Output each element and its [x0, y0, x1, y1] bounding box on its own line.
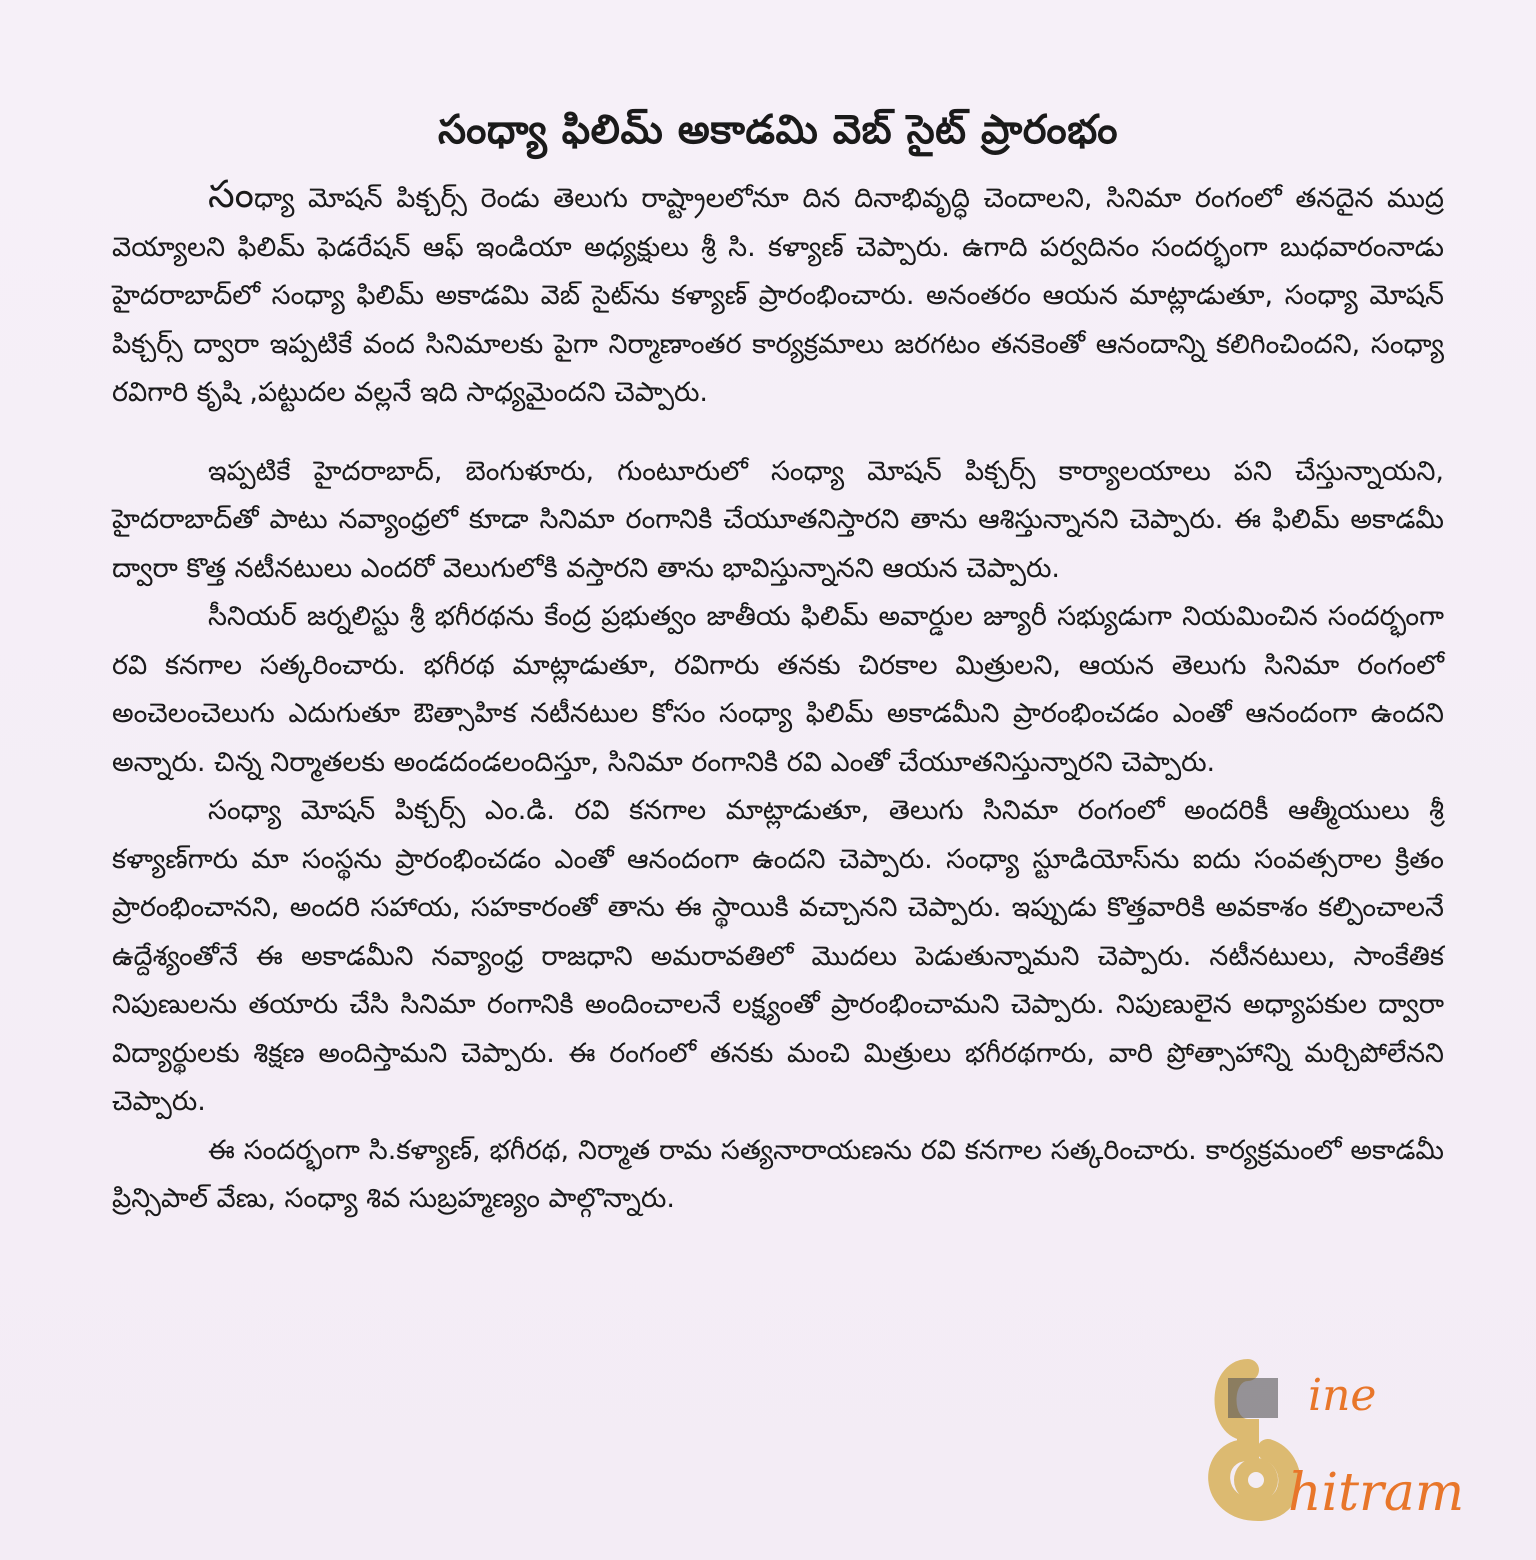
watermark-line-1: ine [1308, 1370, 1377, 1421]
document-title: సంధ్యా ఫిలిమ్ అకాడమి వెబ్ సైట్ ప్రారంభం [437, 107, 1118, 153]
film-reel-icon [1219, 1370, 1289, 1510]
paragraph-3: సీనియర్ జర్నలిస్టు శ్రీ భగీరథను కేంద్ర ప్రభుత్వం జాతీయ ఫిలిమ్ అవార్డుల జ్యూరీ సభ్యుడుగా నియమించిన సందర్భంగా రవి కనగాల సత్కరించారు. భగీరథ మాట్లాడుతూ, రవిగారు తనకు చిరకాల మిత్రులని, ఆయన తెలుగు సినిమా రంగంలో అంచెలంచెలుగు ఎదుగుతూ ఔత్సాహిక నటీనటుల కోసం సంధ్యా ఫిలిమ్ అకాడమీని ప్రారంభించడం ఎంతో ఆనందంగా ఉందని అన్నారు. చిన్న నిర్మాతలకు అండదండలందిస్తూ, సినిమా రంగానికి రవి ఎంతో చేయూతనిస్తున్నారని చెప్పారు. [112, 601, 1444, 778]
drop-word: సం [208, 172, 254, 216]
paragraph-4: సంధ్యా మోషన్ పిక్చర్స్ ఎం.డి. రవి కనగాల మాట్లాడుతూ, తెలుగు సినిమా రంగంలో అందరికీ ఆత్మీయులు శ్రీ కళ్యాణ్‌గారు మా సంస్థను ప్రారంభించడం ఎంతో ఆనందంగా ఉందని చెప్పారు. సంధ్యా స్టూడియోస్‌ను ఐదు సంవత్సరాల క్రితం ప్రారంభించానని, అందరి సహాయ, సహకారంతో తాను ఈ స్థాయికి వచ్చానని చెప్పారు. ఇప్పుడు కొత్తవారికి అవకాశం కల్పించాలనే ఉద్దేశ్యంతోనే ఈ అకాడమీని నవ్యాంధ్ర రాజధాని అమరావతిలో మొదలు పెడుతున్నామని చెప్పారు. నటీనటులు, సాంకేతిక నిపుణులను తయారు చేసి సినిమా రంగానికి అందించాలనే లక్ష్యంతో ప్రారంభించామని చెప్పారు. నిపుణులైన అధ్యాపకుల ద్వారా విద్యార్థులకు శిక్షణ అందిస్తామని చెప్పారు. ఈ రంగంలో తనకు మంచి మిత్రులు భగీరథగారు, వారి ప్రోత్సాహాన్ని మర్చిపోలేనని చెప్పారు. [112, 795, 1444, 1117]
paragraph-1-text: ధ్యా మోషన్ పిక్చర్స్ రెండు తెలుగు రాష్ట్రాలలోనూ దిన దినాభివృద్ధి చెందాలని, సినిమా రంగంలో తనదైన ముద్ర వెయ్యాలని ఫిలిమ్ ఫెడరేషన్ ఆఫ్ ఇండియా అధ్యక్షులు శ్రీ సి. కళ్యాణ్ చెప్పారు. ఉగాది పర్వదినం సందర్భంగా బుధవారంనాడు హైదరాబాద్‌లో సంధ్యా ఫిలిమ్ అకాడమి వెబ్ సైట్‌ను కళ్యాణ్ ప్రారంభించారు. అనంతరం ఆయన మాట్లాడుతూ, సంధ్యా మోషన్ పిక్చర్స్ ద్వారా ఇప్పటికే వంద సినిమాలకు పైగా నిర్మాణాంతర కార్యక్రమాలు జరగటం తనకెంతో ఆనందాన్ని కలిగించిందని, సంధ్యా రవిగారి కృషి ,పట్టుదల వల్లనే ఇది సాధ్యమైందని చెప్పారు. [112, 183, 1444, 408]
watermark-line-2: hitram [1288, 1463, 1465, 1523]
paragraph-1 [112, 170, 1444, 418]
press-release [112, 90, 1444, 1224]
cinechitram-watermark-logo [1208, 1350, 1508, 1530]
paragraph-2: ఇప్పటికే హైదరాబాద్, బెంగుళూరు, గుంటూరులో సంధ్యా మోషన్ పిక్చర్స్ కార్యాలయాలు పని చేస్తున్నాయని, హైదరాబాద్‌తో పాటు నవ్యాంధ్రలో కూడా సినిమా రంగానికి చేయూతనిస్తారని తాను ఆశిస్తున్నానని చెప్పారు. ఈ ఫిలిమ్ అకాడమీ ద్వారా కొత్త నటీనటులు ఎందరో వెలుగులోకి వస్తారని తాను భావిస్తున్నానని ఆయన చెప్పారు. [112, 455, 1444, 584]
paragraph-5: ఈ సందర్భంగా సి.కళ్యాణ్, భగీరథ, నిర్మాత రామ సత్యనారాయణను రవి కనగాల సత్కరించారు. కార్యక్రమంలో అకాడమీ ప్రిన్సిపాల్ వేణు, సంధ్యా శివ సుబ్రహ్మణ్యం పాల్గొన్నారు. [112, 1134, 1444, 1214]
